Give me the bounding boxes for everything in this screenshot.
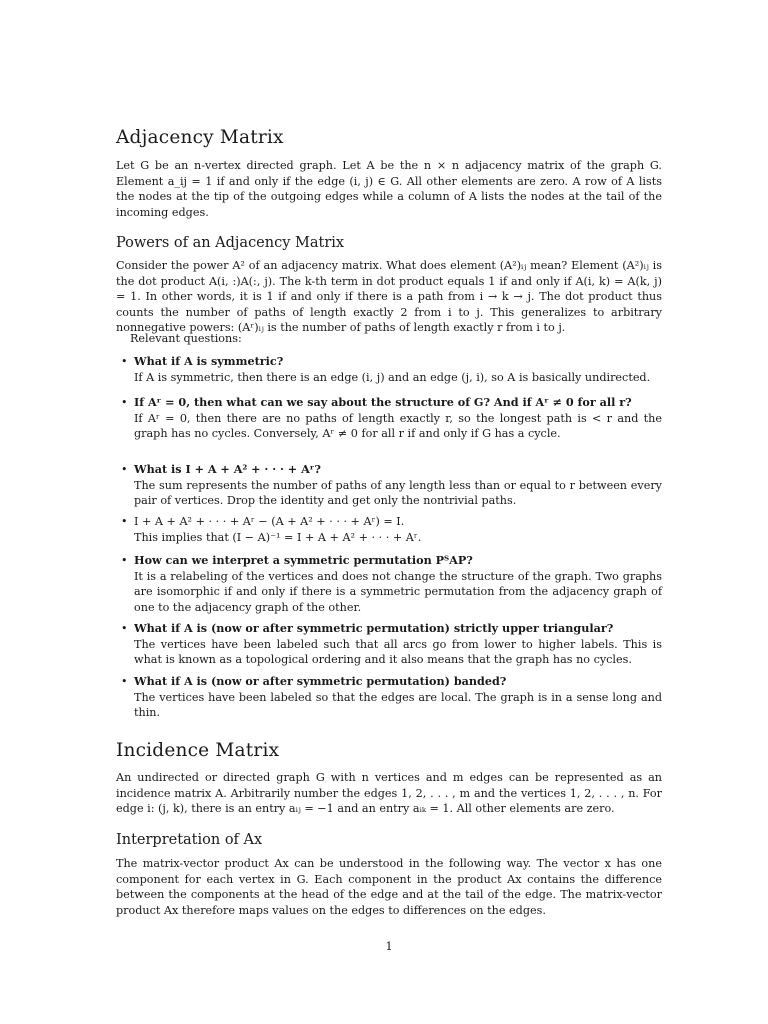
question-text: What if A is (now or after symmetric permutation) strictly upper triangular?	[134, 621, 614, 635]
section-title-adjacency: Adjacency Matrix	[116, 127, 284, 148]
list-item	[121, 514, 662, 545]
answer-text: This implies that (I − A)⁻¹ = I + A + A² + · · · + Aʳ.	[134, 530, 422, 544]
list-item	[121, 553, 662, 615]
identity-equation: I + A + A² + · · · + Aʳ − (A + A² + · · · + Aʳ) = I.	[134, 515, 405, 528]
section-title-interpretation: Interpretation of Ax	[116, 832, 263, 848]
list-item	[121, 354, 662, 385]
adjacency-intro-paragraph: Let G be an n-vertex directed graph. Let A be the n × n adjacency matrix of the graph G. Element a_ij = 1 if and only if the edge (i, j) ∈ G. All other elements are zero. A row of A lists the nodes at the tip of the outgoing edges while a column of A lists the nodes at the tail of the incoming edges.	[116, 159, 662, 219]
interpretation-paragraph: The matrix-vector product Ax can be understood in the following way. The vector x has one component for each vertex in G. Each component in the product Ax contains the difference between the components at the head of the edge and at the tail of the edge. The matrix-vector product Ax therefore maps values on the edges to differences on the edges.	[116, 857, 662, 917]
bullet-icon: •	[121, 622, 128, 635]
list-item	[121, 674, 662, 721]
question-text: How can we interpret a symmetric permutation PᵀAP?	[134, 553, 473, 567]
answer-text: If A is symmetric, then there is an edge (i, j) and an edge (j, i), so A is basically undirected.	[134, 370, 651, 384]
section-title-powers: Powers of an Adjacency Matrix	[116, 235, 345, 251]
question-text: If Aʳ = 0, then what can we say about the structure of G? And if Aʳ ≠ 0 for all r?	[134, 395, 632, 409]
bullet-icon: •	[121, 675, 128, 688]
page-number: 1	[385, 940, 393, 953]
answer-text: The sum represents the number of paths of any length less than or equal to r between every pair of vertices. Drop the identity and get only the nontrivial paths.	[134, 478, 662, 507]
bullet-icon: •	[121, 396, 128, 409]
answer-text: It is a relabeling of the vertices and does not change the structure of the graph. Two graphs are isomorphic if and only if there is a symmetric permutation from the adjacency graph of one to the adjacency graph of the other.	[134, 569, 662, 614]
bullet-icon: •	[121, 463, 128, 476]
section-title-incidence: Incidence Matrix	[116, 740, 280, 761]
bullet-icon: •	[121, 355, 128, 368]
bullet-icon: •	[121, 515, 128, 528]
question-text: What if A is symmetric?	[134, 354, 284, 368]
list-item	[121, 621, 662, 668]
powers-paragraph: Consider the power A² of an adjacency matrix. What does element (A²)ᵢⱼ mean? Element (A²)ᵢⱼ is the dot product A(i, :)A(:, j). The k-th term in dot product equals 1 if and only if A(i, k) = A(k, j) = 1. In other words, it is 1 if and only if there is a path from i → k → j. The dot product thus counts the number of paths of length exactly 2 from i to j. This generalizes to arbitrary nonnegative powers: (Aʳ)ᵢⱼ is the number of paths of length exactly r from i to j.	[116, 259, 662, 334]
list-item	[121, 395, 662, 442]
answer-text: If Aʳ = 0, then there are no paths of length exactly r, so the longest path is < r and the graph has no cycles. Conversely, Aʳ ≠ 0 for all r if and only if G has a cycle.	[134, 411, 662, 440]
answer-text: The vertices have been labeled so that the edges are local. The graph is in a sense long and thin.	[134, 690, 662, 719]
answer-text: The vertices have been labeled such that all arcs go from lower to higher labels. This is what is known as a topological ordering and it also means that the graph has no cycles.	[134, 637, 662, 666]
question-text: What is I + A + A² + · · · + Aʳ?	[134, 462, 321, 476]
bullet-icon: •	[121, 554, 128, 567]
question-text: What if A is (now or after symmetric permutation) banded?	[134, 674, 507, 688]
list-item	[121, 462, 662, 509]
relevant-questions-label: Relevant questions:	[130, 332, 242, 345]
incidence-paragraph: An undirected or directed graph G with n vertices and m edges can be represented as an incidence matrix A. Arbitrarily number the edges 1, 2, . . . , m and the vertices 1, 2, . . . , n. For edge i: (j, k), there is an entry aᵢⱼ = −1 and an entry aᵢₖ = 1. All other elements are zero.	[116, 771, 662, 815]
